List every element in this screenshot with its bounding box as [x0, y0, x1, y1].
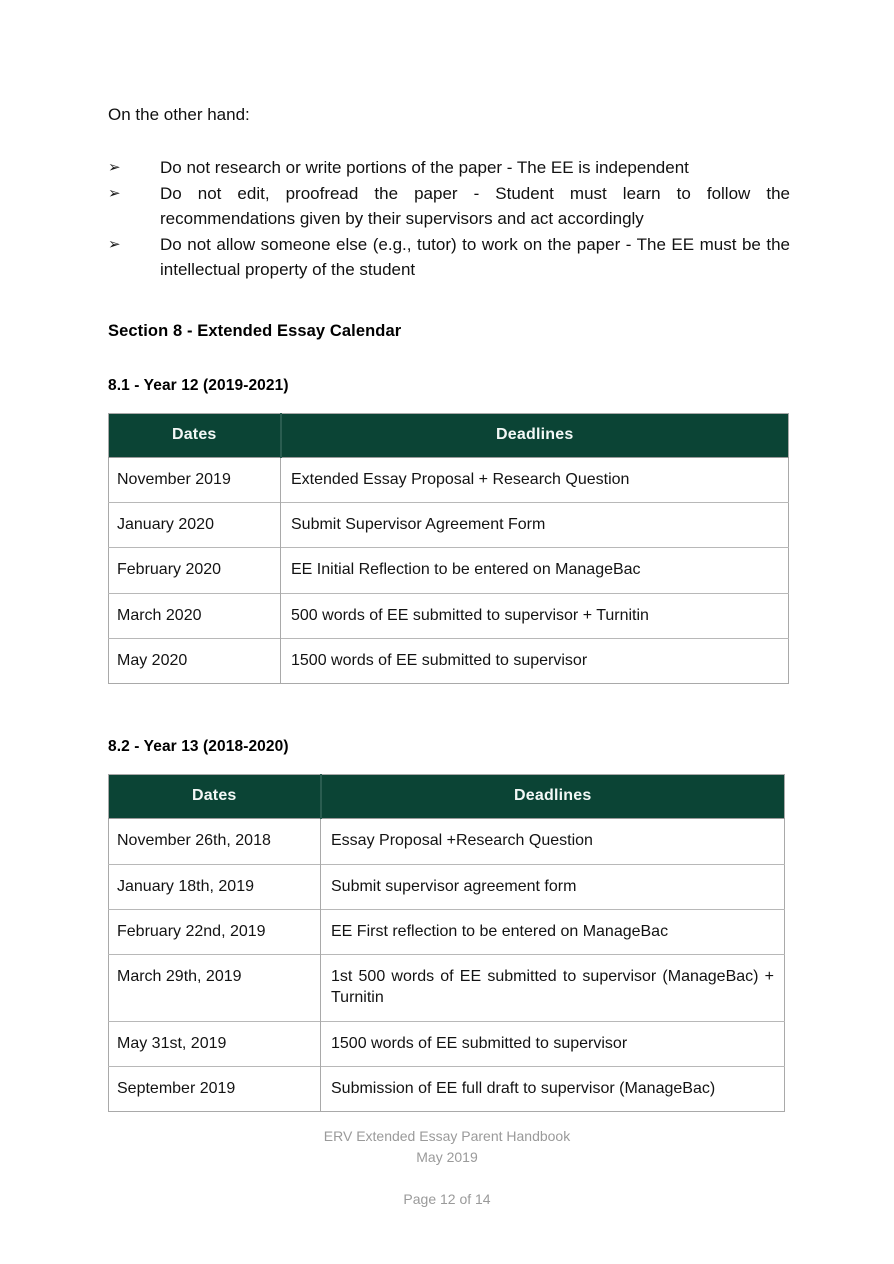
cell-date: March 29th, 2019 — [109, 955, 321, 1022]
cell-date: January 2020 — [109, 503, 281, 548]
table-row — [109, 819, 785, 864]
column-header-deadlines: Deadlines — [281, 413, 789, 457]
footer-page-number: Page 12 of 14 — [403, 1191, 491, 1207]
cell-deadline: Submit Supervisor Agreement Form — [281, 503, 789, 548]
cell-date: February 22nd, 2019 — [109, 909, 321, 954]
cell-deadline: Submit supervisor agreement form — [321, 864, 785, 909]
cell-date: February 2020 — [109, 548, 281, 593]
arrow-bullet-icon: ➢ — [108, 234, 121, 253]
table-header-row — [109, 775, 785, 819]
cell-date: May 31st, 2019 — [109, 1021, 321, 1066]
cell-deadline: 500 words of EE submitted to supervisor + Turnitin — [281, 593, 789, 638]
table-row — [109, 864, 785, 909]
column-header-dates: Dates — [109, 775, 321, 819]
table-row — [109, 503, 789, 548]
list-item — [108, 232, 790, 282]
table-row — [109, 1021, 785, 1066]
table-row — [109, 457, 789, 502]
column-header-dates: Dates — [109, 413, 281, 457]
section-heading: Section 8 - Extended Essay Calendar — [108, 321, 402, 340]
list-item — [108, 155, 790, 180]
table-row — [109, 639, 789, 684]
cell-date: May 2020 — [109, 639, 281, 684]
cell-date: September 2019 — [109, 1066, 321, 1111]
cell-deadline: Submission of EE full draft to supervisor (ManageBac) — [321, 1066, 785, 1111]
calendar-table-year-12 — [108, 413, 789, 684]
cell-deadline: 1500 words of EE submitted to supervisor — [321, 1021, 785, 1066]
column-header-deadlines: Deadlines — [321, 775, 785, 819]
page-content — [108, 104, 790, 1112]
table-row — [109, 909, 785, 954]
cell-date: November 2019 — [109, 457, 281, 502]
cell-deadline: EE Initial Reflection to be entered on ManageBac — [281, 548, 789, 593]
cell-date: January 18th, 2019 — [109, 864, 321, 909]
table-header-row — [109, 413, 789, 457]
list-item-text: Do not allow someone else (e.g., tutor) to work on the paper - The EE must be the intellectual property of the student — [160, 234, 790, 279]
arrow-bullet-icon: ➢ — [108, 183, 121, 202]
table-row — [109, 955, 785, 1022]
cell-deadline: EE First reflection to be entered on ManageBac — [321, 909, 785, 954]
table-row — [109, 1066, 785, 1111]
cell-deadline: 1st 500 words of EE submitted to supervisor (ManageBac) + Turnitin — [321, 955, 785, 1022]
list-item-text: Do not edit, proofread the paper - Student must learn to follow the recommendations given by their supervisors and act accordingly — [160, 183, 790, 228]
cell-deadline: 1500 words of EE submitted to supervisor — [281, 639, 789, 684]
subsection-heading-8-1: 8.1 - Year 12 (2019-2021) — [108, 376, 289, 394]
list-item-text: Do not research or write portions of the paper - The EE is independent — [160, 157, 689, 177]
cell-date: March 2020 — [109, 593, 281, 638]
page-footer — [0, 1126, 894, 1210]
footer-title: ERV Extended Essay Parent Handbook — [323, 1128, 571, 1144]
cell-deadline: Essay Proposal +Research Question — [321, 819, 785, 864]
subsection-heading-8-2: 8.2 - Year 13 (2018-2020) — [108, 738, 289, 756]
arrow-bullet-icon: ➢ — [108, 157, 121, 176]
calendar-table-year-13 — [108, 774, 785, 1112]
cell-deadline: Extended Essay Proposal + Research Question — [281, 457, 789, 502]
table-row — [109, 548, 789, 593]
table-row — [109, 593, 789, 638]
list-item — [108, 181, 790, 231]
footer-date: May 2019 — [416, 1149, 478, 1165]
bullet-list — [108, 155, 790, 282]
intro-paragraph: On the other hand: — [108, 105, 250, 124]
cell-date: November 26th, 2018 — [109, 819, 321, 864]
